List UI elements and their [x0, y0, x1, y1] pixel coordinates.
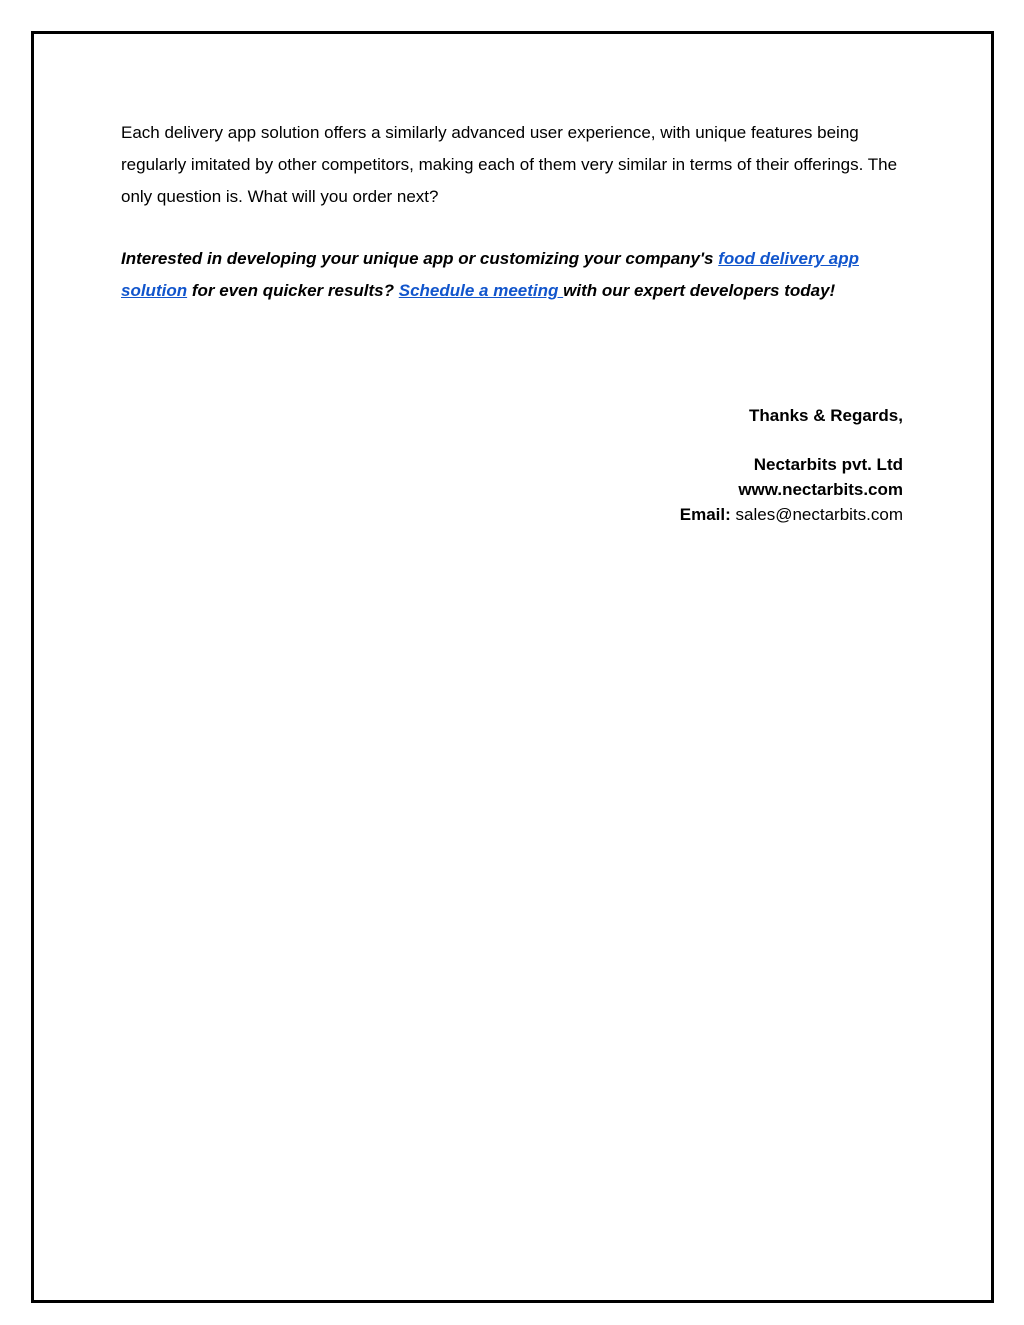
cta-text-2: for even quicker results? [187, 281, 399, 300]
signature-block [680, 403, 903, 527]
intro-paragraph: Each delivery app solution offers a similarly advanced user experience, with unique features being regularly imitated by other competitors, making each of them very similar in terms of their offerings. The only question is. What will you order next? [121, 123, 898, 206]
signature-website: www.nectarbits.com [738, 480, 903, 499]
cta-text-3: with our expert developers today! [563, 281, 836, 300]
food-delivery-app-solution-link[interactable]: food delivery app solution [121, 249, 859, 300]
signature-email-line [680, 502, 903, 527]
page-border [31, 31, 994, 1303]
signature-regards: Thanks & Regards, [749, 406, 903, 425]
signature-email-value: sales@nectarbits.com [730, 505, 903, 524]
signature-email-label: Email: [679, 505, 731, 524]
call-to-action [121, 243, 911, 307]
signature-company: Nectarbits pvt. Ltd [753, 455, 903, 474]
cta-text-1: Interested in developing your unique app or customizing your company's [121, 249, 719, 268]
schedule-meeting-link[interactable]: Schedule a meeting [398, 281, 564, 300]
